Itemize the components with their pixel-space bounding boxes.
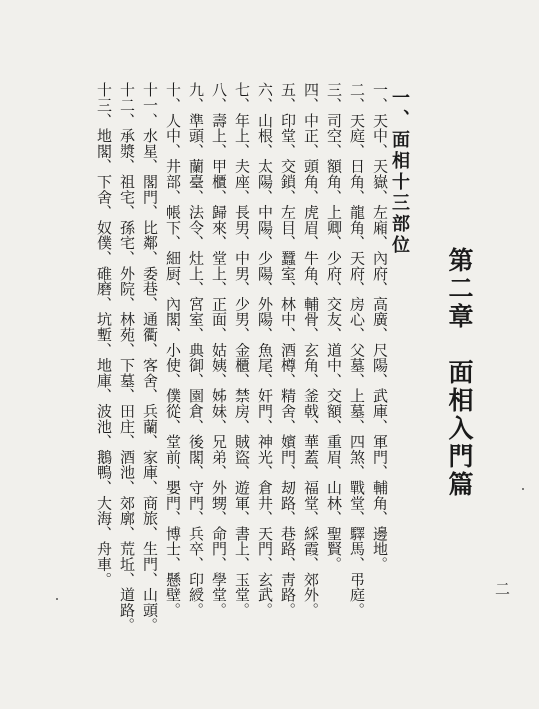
text-line: 六、山根、太陽、中陽、少陽、外陽、魚尾、奸門、神光、倉井、天門、玄武。 [256, 82, 274, 618]
text-line: 十一、水星、閣門、比鄰、委巷、通衢、客舍、兵蘭、家庫、商旅、生門、山頭。 [141, 82, 159, 633]
scan-speck [56, 598, 58, 600]
text-line: 一、天中、天嶽、左廂、內府、高廣、尺陽、武庫、軍門、輔角、邊地。 [371, 82, 389, 572]
text-line: 五、印堂、交鎖、左目、蠶室、林中、酒樽、精舍、嬪門、刼路、巷路、靑路。 [279, 82, 297, 618]
scan-speck [522, 488, 524, 490]
text-line: 十三、地閣、下舍、奴僕、碓磨、坑塹、地庫、波池、鵝鴨、大海、舟車。 [95, 82, 113, 587]
page-number: 二 [495, 580, 513, 598]
text-line: 八、壽上、甲櫃、歸來、堂上、正面、姑姨、姊妹、兄弟、外甥、命門、學堂。 [210, 82, 228, 618]
text-line: 七、年上、夫座、長男、中男、少男、金櫃、禁房、賊盜、遊軍、書上、玉堂。 [233, 82, 251, 618]
text-line: 三、司空、額角、上卿、少府、交友、道中、交額、重眉、山林、聖賢。 [325, 82, 343, 572]
section-title: 一、面相十三部位 [389, 88, 410, 256]
text-line: 十二、承漿、祖宅、孫宅、外院、林苑、下墓、田庄、酒池、郊廓、荒坵、道路。 [118, 82, 136, 633]
text-line: 二、天庭、日角、龍角、天府、房心、父墓、上墓、四煞、戰堂、驛馬、弔庭。 [348, 82, 366, 618]
chapter-title: 第二章 面相入門篇 [445, 247, 474, 499]
text-line: 十、人中、井部、帳下、細厨、內閣、小使、僕從、堂前、嬰門、博士、懸壁。 [164, 82, 182, 618]
text-line: 九、準頭、蘭臺、法令、灶上、宮室、典御、園倉、後閣、守門、兵卒、印綬。 [187, 82, 205, 618]
text-line: 四、中正、頭角、虎眉、牛角、輔骨、玄角、釜戟、華蓋、福堂、綵霞、郊外。 [302, 82, 320, 618]
